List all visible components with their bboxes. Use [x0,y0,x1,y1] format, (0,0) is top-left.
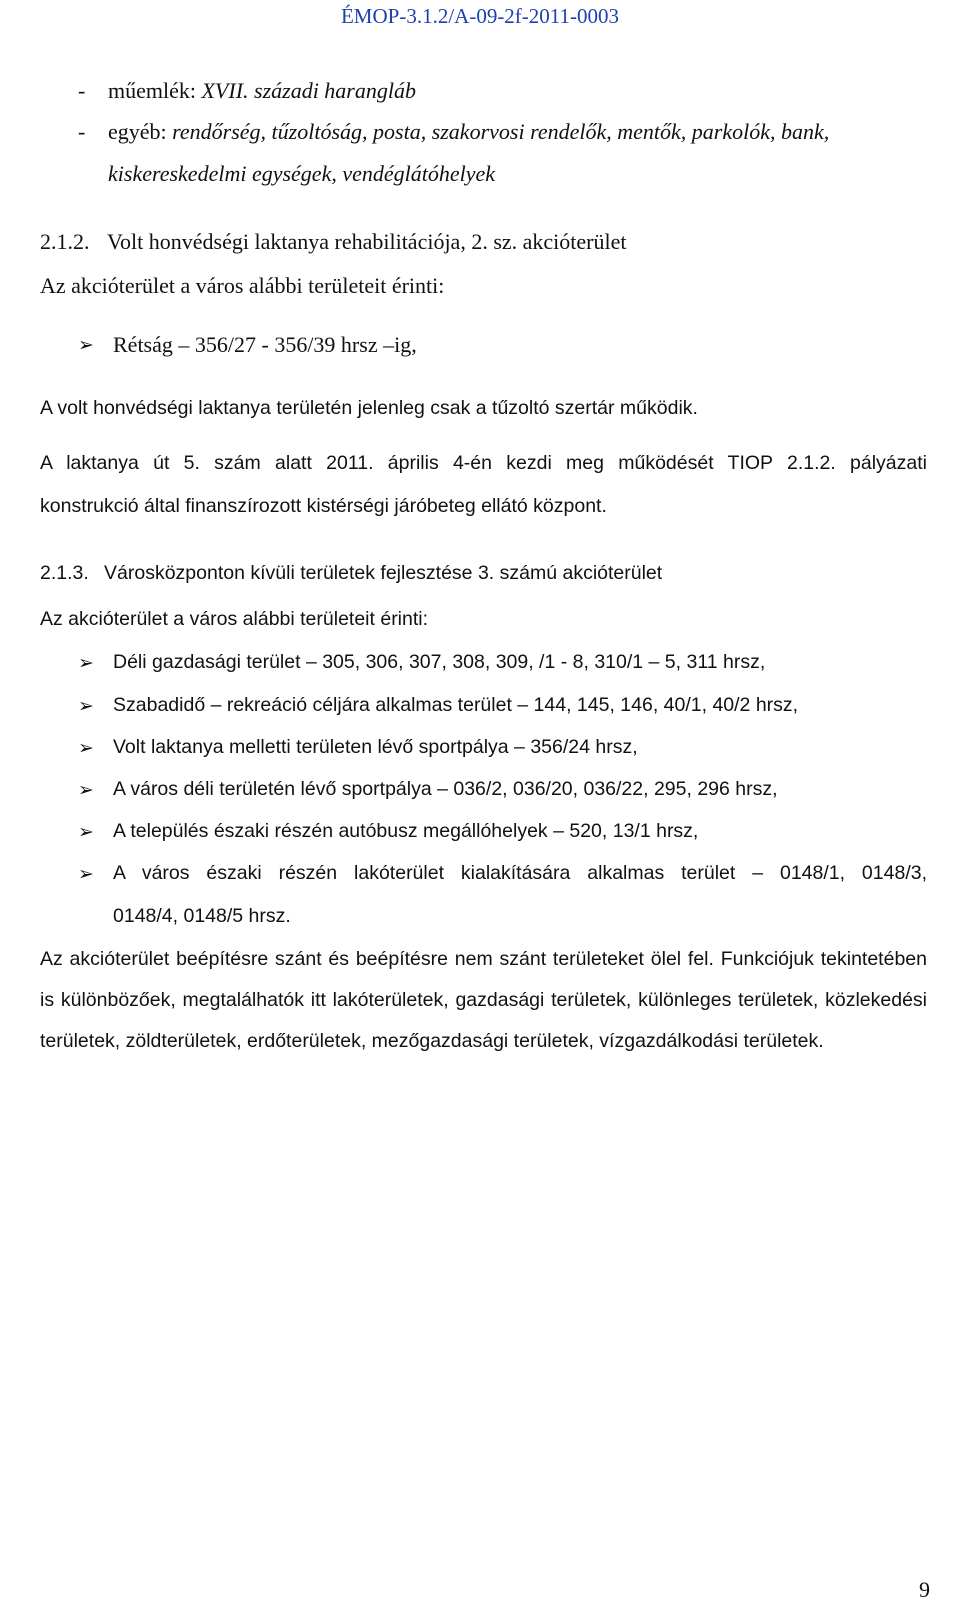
section-heading-213 [0,562,960,588]
bullet-text: Szabadidő – rekreáció céljára alkalmas terület – 144, 145, 146, 40/1, 40/2 hrsz, [113,694,799,716]
list-dash: - [78,119,86,144]
section-intro: Az akcióterület a város alábbi területeit érinti: [40,273,445,298]
list-value: rendőrség, tűzoltóság, posta, szakorvosi rendelők, mentők, parkolók, bank, [172,119,830,144]
closing-paragraph: Az akcióterület beépítésre szánt és beépítésre nem szánt területeket ölel fel. Funkciójuk tekintetében is különbözőek, megtalálhatók itt lakóterületek, gazdasági területek, különleges területek, közlekedési területek, zöldterületek, erdőterületek, mezőgazdasági területek, vízgazdálkodási területek. [40,948,927,1052]
bullet-text: Volt laktanya melletti területen lévő sportpálya – 356/24 hrsz, [113,736,638,758]
list-item-other [0,119,960,147]
bullet-text-continued: 0148/4, 0148/5 hrsz. [113,905,291,927]
paragraph-line: konstrukció által finanszírozott kistérségi járóbeteg ellátó központ. [40,495,607,517]
bullet-item [0,332,960,360]
arrow-bullet-icon: ➢ [78,779,94,801]
bullet-item [0,778,960,804]
bullet-text: A város északi részén lakóterület kialakítására alkalmas terület – 0148/1, 0148/3, [113,862,927,884]
page-number: 9 [919,1577,930,1602]
paragraph: A volt honvédségi laktanya területén jelenleg csak a tűzoltó szertár működik. [40,397,698,419]
page-header-code: ÉMOP-3.1.2/A-09-2f-2011-0003 [340,4,620,28]
arrow-bullet-icon: ➢ [78,863,94,885]
bullet-text: A város déli területén lévő sportpálya – 036/2, 036/20, 036/22, 295, 296 hrsz, [113,778,778,800]
bullet-text: Rétság – 356/27 - 356/39 hrsz –ig, [113,332,417,357]
arrow-bullet-icon: ➢ [78,334,94,356]
section-title: Városközponton kívüli területek fejlesztése 3. számú akcióterület [104,562,663,584]
list-dash: - [78,78,86,103]
arrow-bullet-icon: ➢ [78,652,94,674]
list-label: egyéb: [108,119,173,144]
section-number: 2.1.2. [40,229,90,254]
arrow-bullet-icon: ➢ [78,695,94,717]
list-label: műemlék: [108,78,202,103]
section-heading-212 [0,229,960,257]
bullet-item [0,862,960,888]
list-value-continued: kiskereskedelmi egységek, vendéglátóhelyek [108,161,496,186]
paragraph-line: A laktanya út 5. szám alatt 2011. április 4-én kezdi meg működését TIOP 2.1.2. pályázati [40,452,927,474]
arrow-bullet-icon: ➢ [78,737,94,759]
section-number: 2.1.3. [40,562,89,584]
bullet-item [0,820,960,846]
section-intro: Az akcióterület a város alábbi területeit érinti: [40,608,429,630]
section-title: Volt honvédségi laktanya rehabilitációja, 2. sz. akcióterület [107,229,627,254]
bullet-text: A település északi részén autóbusz megállóhelyek – 520, 13/1 hrsz, [113,820,699,842]
arrow-bullet-icon: ➢ [78,821,94,843]
bullet-text: Déli gazdasági terület – 305, 306, 307, 308, 309, /1 - 8, 310/1 – 5, 311 hrsz, [113,651,766,673]
list-value: XVII. századi harangláb [201,78,416,103]
bullet-item [0,736,960,762]
bullet-item [0,694,960,720]
bullet-item [0,651,960,677]
list-item-heritage [0,78,960,106]
